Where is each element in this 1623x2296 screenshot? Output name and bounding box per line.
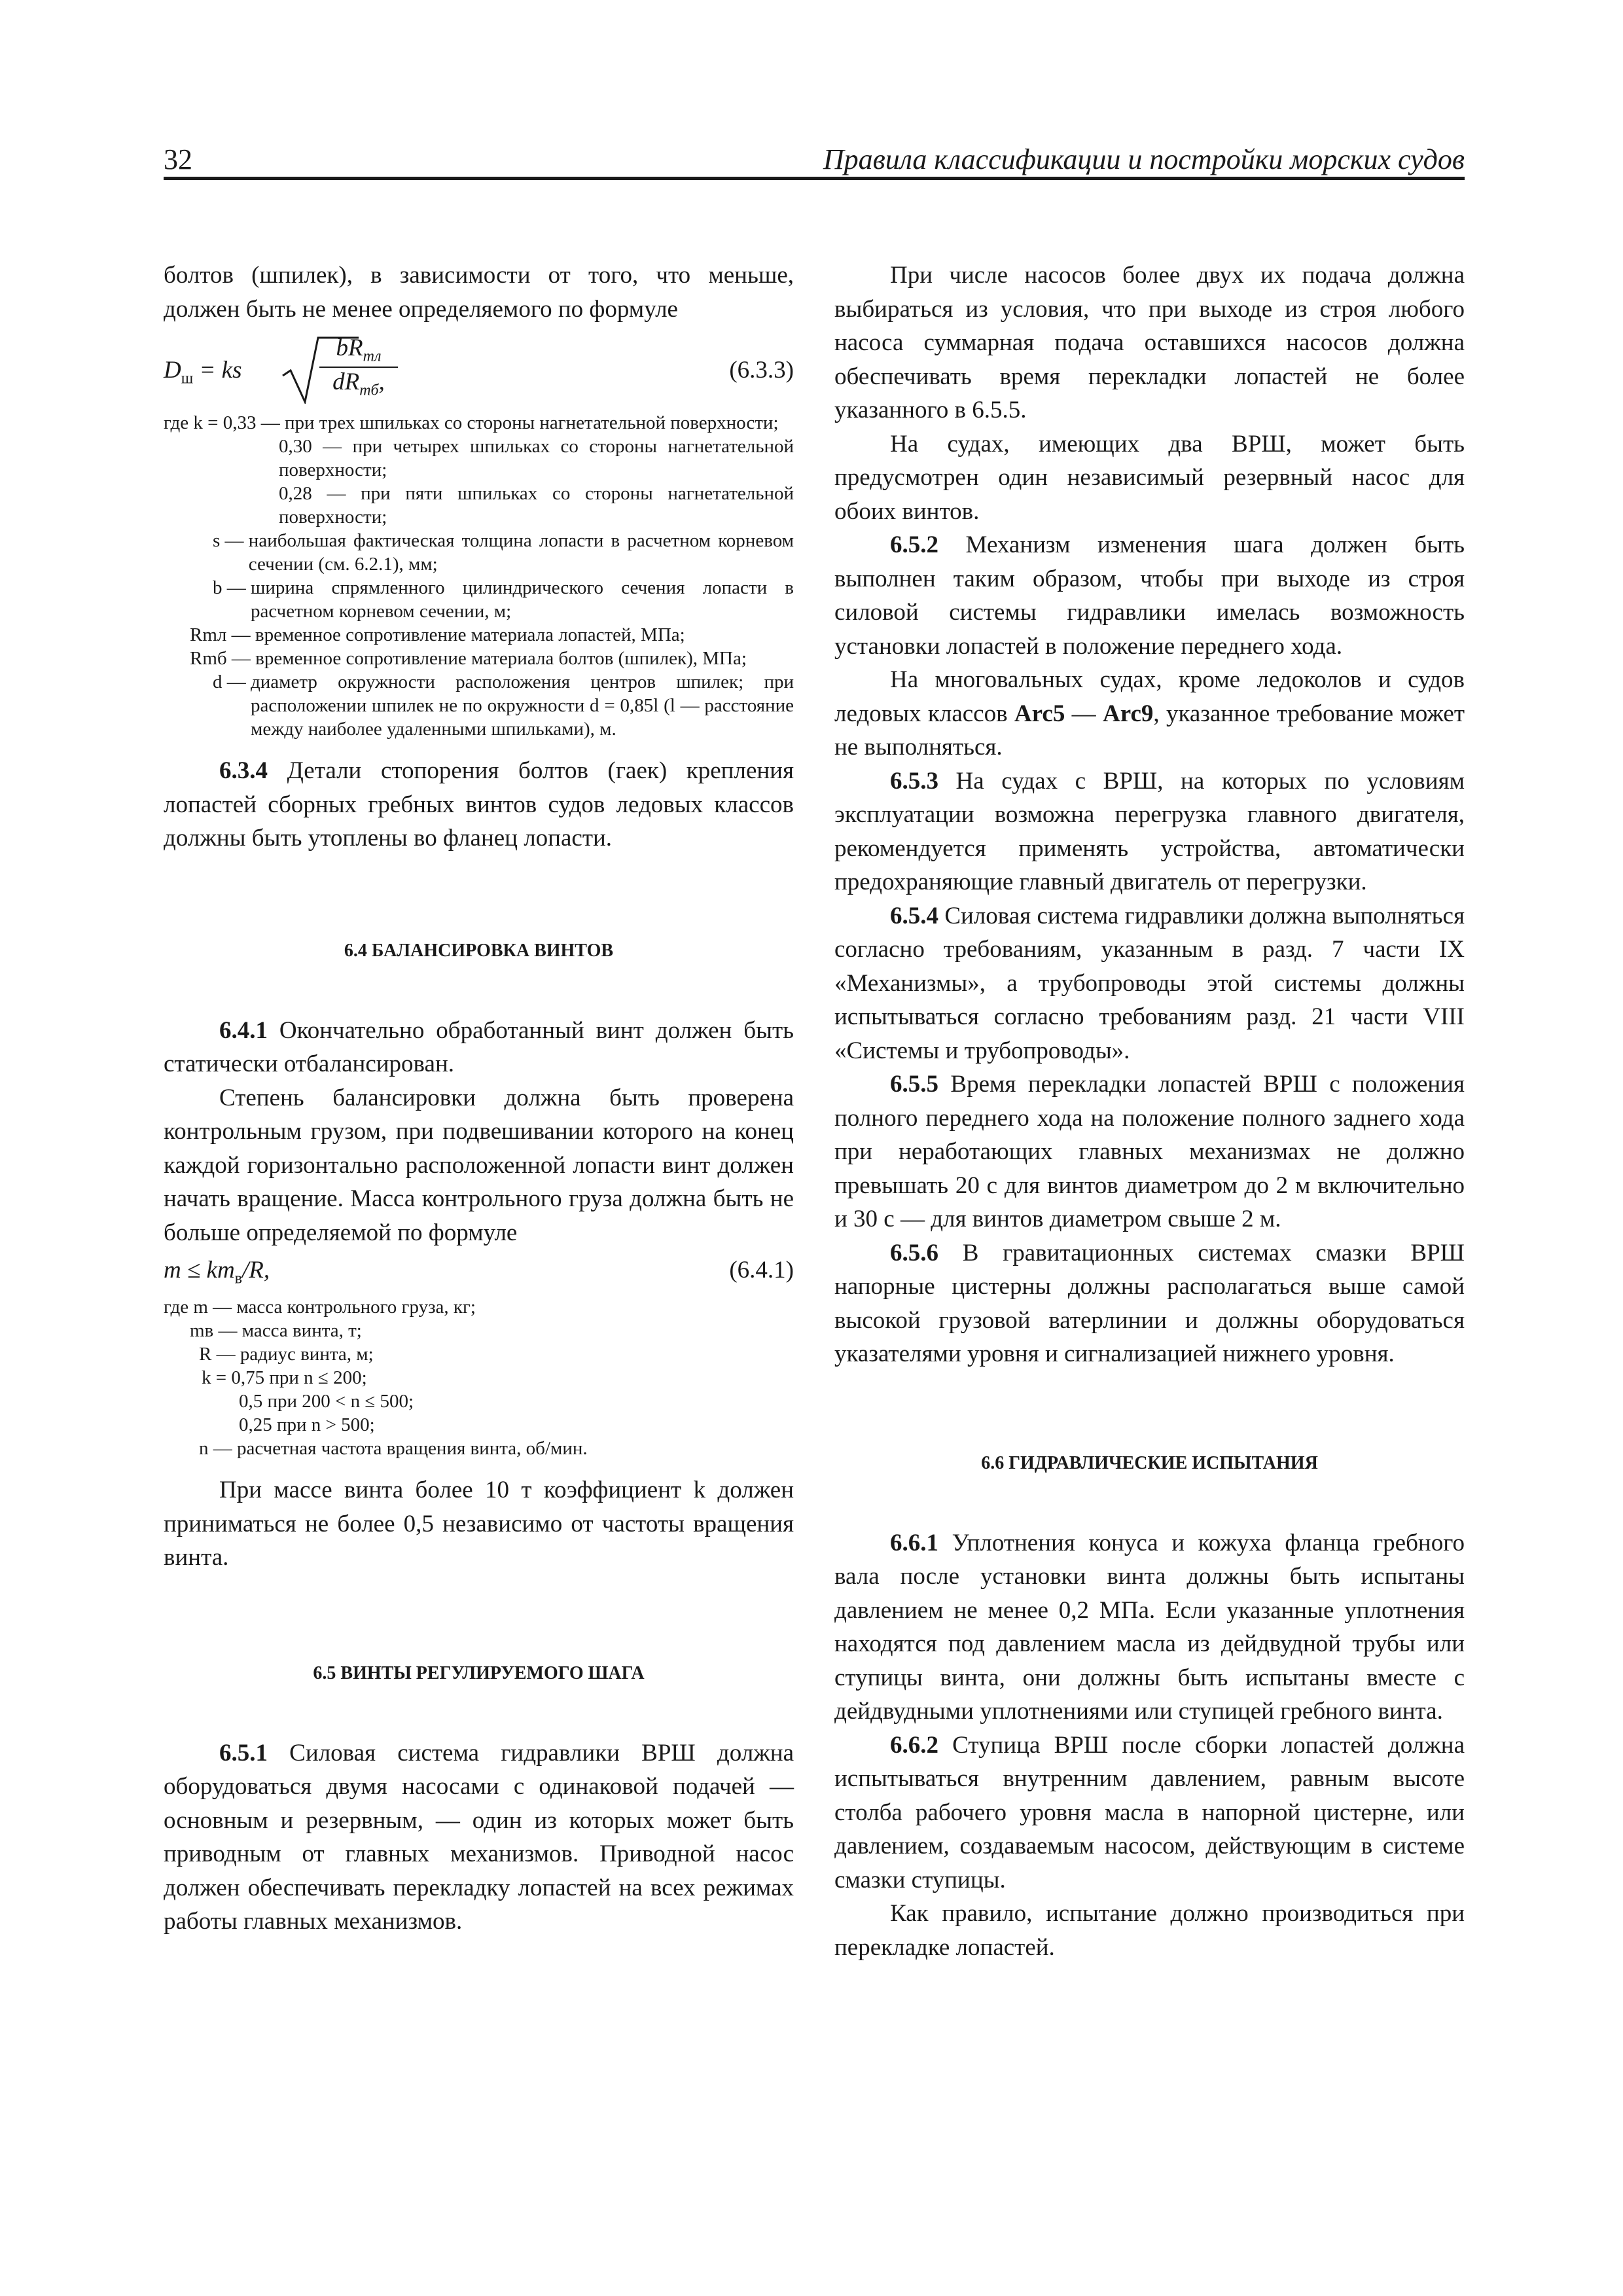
right-column — [834, 259, 1465, 1964]
paragraph-6-6-1: 6.6.1 Уплотнения конуса и кожуха фланца гребного вала после установки винта должны быть испытаны давлением не менее 0,2 МПа. Если указанные уплотнения находятся под давлением масла из дейдвудной трубы или ступицы винта, они должны быть испытаны вместе с дейдвудными уплотнениями или ступицей гребного винта. — [834, 1529, 1465, 1725]
definition-item: Rmб — временное сопротивление материала болтов (шпилек), МПа; — [190, 648, 747, 669]
formula-label: (6.4.1) — [729, 1257, 794, 1283]
section-title-6-6: 6.6 ГИДРАВЛИЧЕСКИЕ ИСПЫТАНИЯ — [981, 1452, 1318, 1473]
definition-item: Rmл — временное сопротивление материала лопастей, МПа; — [190, 624, 685, 645]
paragraph-6-5-6: 6.5.6 В гравитационных системах смазки ВРШ напорные цистерны должны располагаться выше самой высокой грузовой ватерлинии и должны оборудоваться указателями уровня и сигнализацией нижнего уровня. — [834, 1239, 1465, 1367]
formula-6-4-1 — [164, 1253, 794, 1291]
definitions-6-3-3 — [164, 411, 794, 741]
running-title: Правила классификации и постройки морских судов — [823, 143, 1465, 175]
paragraph-6-5-4: 6.5.4 Силовая система гидравлики должна выполняться согласно требованиям, указанным в разд. 7 части IX «Механизмы», а трубопроводы этой системы должны испытываться согласно требованиям разд. 21 части VIII «Системы и трубопроводы». — [834, 902, 1465, 1064]
definition-item: n — расчетная частота вращения винта, об/мин. — [199, 1438, 588, 1459]
formula-expression: $m \le km_в/R$, — [164, 1257, 270, 1287]
definition-item: 0,28 — при пяти шпильках со стороны нагнетательной поверхности; — [279, 483, 794, 528]
definition-item: 0,30 — при четырех шпильках со стороны нагнетательной поверхности; — [279, 436, 794, 480]
page-header — [164, 143, 1465, 179]
paragraph-6-6-2: 6.6.2 Ступица ВРШ после сборки лопастей должна испытываться внутренним давлением, равным высоте столба рабочего уровня масла в напорной цистерне, или давлением, создаваемым насосом, действующим в системе смазки ступицы. — [834, 1731, 1465, 1893]
paragraph: болтов (шпилек), в зависимости от того, что меньше, должен быть не менее определяемого по формуле — [164, 262, 794, 323]
paragraph: При числе насосов более двух их подача должна выбираться из условия, что при выходе из строя любого насоса суммарная подача оставшихся насосов должна обеспечивать время перекладки лопастей не более указанного в 6.5.5. — [834, 262, 1465, 423]
paragraph-6-5-1: 6.5.1 Силовая система гидравлики ВРШ должна оборудоваться двумя насосами с одинаковой подачей — основным и резервным, — один из которых может быть приводным от главных механизмов. Приводной насос должен обеспечивать перекладку лопастей на всех режимах работы главных механизмов. — [164, 1739, 794, 1935]
section-title-6-5: 6.5 ВИНТЫ РЕГУЛИРУЕМОГО ШАГА — [313, 1662, 645, 1683]
fraction-denominator: $dR_{mб}$, — [332, 368, 385, 399]
definition-item: mв — масса винта, т; — [190, 1320, 362, 1341]
definition-item: где k = 0,33 — при трех шпильках со стороны нагнетательной поверхности; — [164, 412, 779, 433]
definition-item: d — диаметр окружности расположения центров шпилек; при расположении шпилек не по окружности d = 0,85l (l — расстояние между наиболее удаленными шпильками), м. — [213, 672, 794, 740]
definition-item: s — наибольшая фактическая толщина лопасти в расчетном корневом сечении (см. 6.2.1), мм; — [213, 530, 794, 575]
header-rule — [164, 177, 1465, 180]
section-title-6-4: 6.4 БАЛАНСИРОВКА ВИНТОВ — [344, 940, 614, 961]
paragraph: На судах, имеющих два ВРШ, может быть предусмотрен один независимый резервный насос для обоих винтов. — [834, 430, 1465, 525]
paragraph: Как правило, испытание должно производиться при перекладке лопастей. — [834, 1900, 1465, 1961]
definition-item: 0,25 при n > 500; — [239, 1414, 375, 1435]
paragraph-6-5-3: 6.5.3 На судах с ВРШ, на которых по условиям эксплуатации возможна перегрузка главного двигателя, рекомендуется применять устройства, автоматически предохраняющие главный двигатель от перегрузки. — [834, 767, 1465, 895]
paragraph: При массе винта более 10 т коэффициент k должен приниматься не более 0,5 независимо от частоты вращения винта. — [164, 1477, 794, 1571]
definition-item: где m — масса контрольного груза, кг; — [164, 1297, 476, 1318]
paragraph: На многовальных судах, кроме ледоколов и судов ледовых классов Arc5 — Arc9, указанное требование может не выполняться. — [834, 666, 1465, 761]
page-number: 32 — [164, 143, 192, 175]
definition-item: b — ширина спрямленного цилиндрического сечения лопасти в расчетном корневом сечении, м; — [213, 577, 794, 622]
paragraph-6-4-1: 6.4.1 Окончательно обработанный винт должен быть статически отбалансирован. — [164, 1016, 794, 1077]
paragraph-6-5-5: 6.5.5 Время перекладки лопастей ВРШ с положения полного переднего хода на положение полного заднего хода при неработающих главных механизмах не должно превышать 20 с для винтов диаметром до 2 м включительно и 30 с — для винтов диаметром свыше 2 м. — [834, 1071, 1465, 1232]
paragraph-6-5-2: 6.5.2 Механизм изменения шага должен быть выполнен таким образом, чтобы при выходе из строя силовой системы гидравлики имелась возможность установки лопастей в положение переднего хода. — [834, 531, 1465, 660]
paragraph: Степень балансировки должна быть проверена контрольным грузом, при подвешивании которого на конец каждой горизонтально расположенной лопасти винт должен начать вращение. Масса контрольного груза должна быть не больше определяемой по формуле — [164, 1084, 794, 1246]
definition-item: k = 0,75 при n ≤ 200; — [202, 1367, 367, 1388]
definition-item: R — радиус винта, м; — [199, 1344, 374, 1365]
fraction-numerator: $bR_{mл}$ — [319, 334, 398, 368]
left-column — [164, 259, 794, 1939]
formula-6-3-3 — [164, 330, 794, 408]
formula-fraction — [319, 334, 398, 400]
definitions-6-4-1 — [164, 1295, 794, 1460]
paragraph-6-3-4: 6.3.4 Детали стопорения болтов (гаек) крепления лопастей сборных гребных винтов судов ледовых классов должны быть утоплены во фланец лопасти. — [164, 757, 794, 852]
formula-label: (6.3.3) — [729, 357, 794, 384]
formula-lhs: $D_ш$ = ks — [164, 357, 242, 387]
definition-item: 0,5 при 200 < n ≤ 500; — [239, 1391, 414, 1412]
